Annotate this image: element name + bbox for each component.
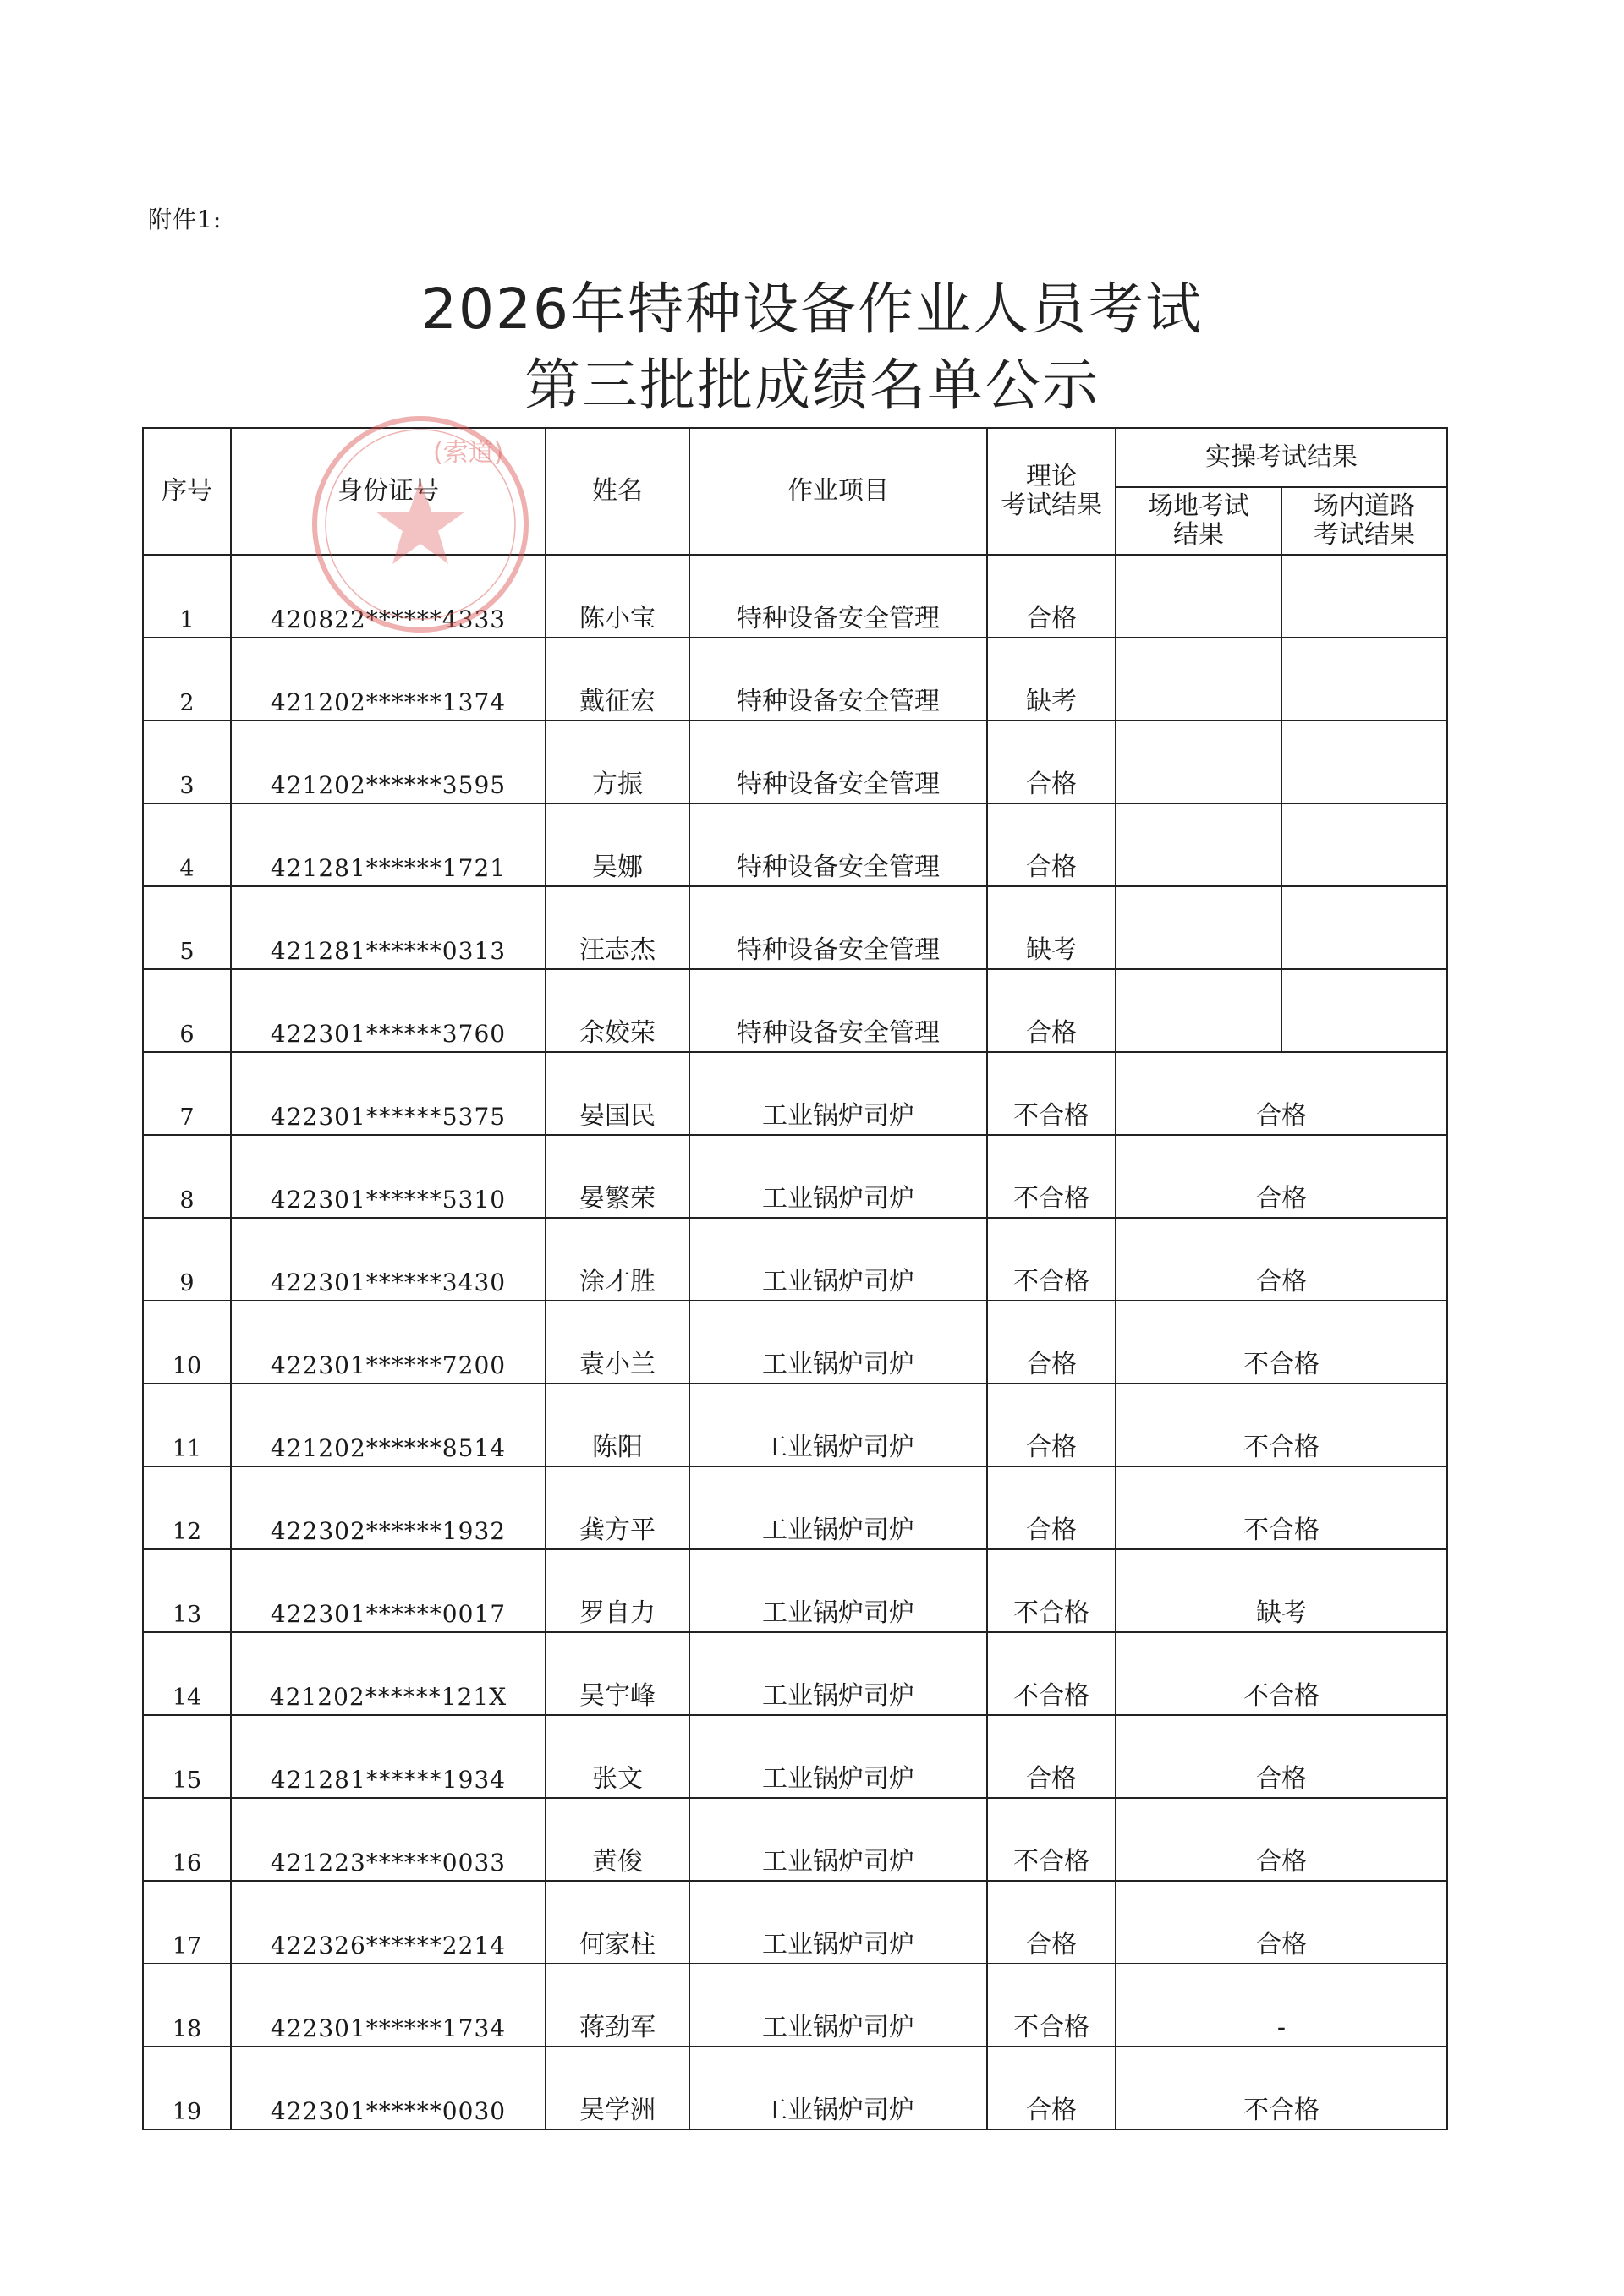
row-theory-result: 合格: [987, 1301, 1116, 1384]
row-name: 方振: [546, 721, 689, 803]
row-seq: 19: [143, 2047, 231, 2129]
row-practical-result: 不合格: [1116, 1301, 1447, 1384]
row-road-result: [1281, 803, 1447, 886]
row-id-number: 422301******5375: [231, 1052, 546, 1135]
row-project: 工业锅炉司炉: [689, 1218, 987, 1301]
row-theory-result: 不合格: [987, 1218, 1116, 1301]
row-project: 工业锅炉司炉: [689, 1466, 987, 1549]
row-project: 工业锅炉司炉: [689, 1301, 987, 1384]
row-name: 陈小宝: [546, 555, 689, 638]
row-id-number: 421281******1934: [231, 1715, 546, 1798]
row-site-result: [1116, 555, 1281, 638]
row-theory-result: 合格: [987, 555, 1116, 638]
table-row: [143, 886, 1447, 969]
attachment-label: 附件1:: [148, 205, 222, 233]
row-practical-result: 不合格: [1116, 1466, 1447, 1549]
row-theory-result: 合格: [987, 1466, 1116, 1549]
table-row: [143, 1135, 1447, 1218]
table-row: [143, 1052, 1447, 1135]
row-practical-result: 合格: [1116, 1881, 1447, 1964]
row-project: 特种设备安全管理: [689, 886, 987, 969]
row-practical-result: 合格: [1116, 1135, 1447, 1218]
table-row: [143, 803, 1447, 886]
row-name: 黄俊: [546, 1798, 689, 1881]
row-project: 工业锅炉司炉: [689, 1881, 987, 1964]
row-name: 罗自力: [546, 1549, 689, 1632]
row-id-number: 421281******0313: [231, 886, 546, 969]
row-id-number: 420822******4333: [231, 555, 546, 638]
row-project: 工业锅炉司炉: [689, 1632, 987, 1715]
row-theory-result: 合格: [987, 1384, 1116, 1466]
table-row: [143, 638, 1447, 721]
row-theory-result: 不合格: [987, 1549, 1116, 1632]
row-name: 汪志杰: [546, 886, 689, 969]
row-theory-result: 不合格: [987, 1052, 1116, 1135]
row-name: 袁小兰: [546, 1301, 689, 1384]
row-project: 工业锅炉司炉: [689, 1384, 987, 1466]
table-row: [143, 1632, 1447, 1715]
row-theory-result: 缺考: [987, 886, 1116, 969]
row-name: 蒋劲军: [546, 1964, 689, 2047]
row-seq: 14: [143, 1632, 231, 1715]
table-row: [143, 1466, 1447, 1549]
row-id-number: 421202******8514: [231, 1384, 546, 1466]
row-name: 吴娜: [546, 803, 689, 886]
table-row: [143, 1218, 1447, 1301]
row-seq: 11: [143, 1384, 231, 1466]
row-id-number: 422301******7200: [231, 1301, 546, 1384]
table-row: [143, 969, 1447, 1052]
row-seq: 5: [143, 886, 231, 969]
row-practical-result: 合格: [1116, 1218, 1447, 1301]
row-project: 工业锅炉司炉: [689, 1549, 987, 1632]
header-theory-result: 理论 考试结果: [987, 428, 1116, 555]
row-theory-result: 不合格: [987, 1135, 1116, 1218]
row-project: 工业锅炉司炉: [689, 1798, 987, 1881]
table-row: [143, 1798, 1447, 1881]
row-id-number: 422301******0017: [231, 1549, 546, 1632]
table-row: [143, 1384, 1447, 1466]
document-title-line2: 第三批批成绩名单公示: [524, 353, 1100, 418]
row-project: 工业锅炉司炉: [689, 1964, 987, 2047]
row-id-number: 422301******0030: [231, 2047, 546, 2129]
row-seq: 6: [143, 969, 231, 1052]
row-id-number: 421202******3595: [231, 721, 546, 803]
row-name: 吴宇峰: [546, 1632, 689, 1715]
row-site-result: [1116, 803, 1281, 886]
row-name: 晏繁荣: [546, 1135, 689, 1218]
row-practical-result: 不合格: [1116, 1384, 1447, 1466]
table-row: [143, 721, 1447, 803]
row-project: 特种设备安全管理: [689, 803, 987, 886]
row-project: 工业锅炉司炉: [689, 1715, 987, 1798]
row-name: 吴学洲: [546, 2047, 689, 2129]
row-project: 特种设备安全管理: [689, 638, 987, 721]
row-site-result: [1116, 969, 1281, 1052]
row-project: 特种设备安全管理: [689, 555, 987, 638]
row-project: 特种设备安全管理: [689, 969, 987, 1052]
row-seq: 10: [143, 1301, 231, 1384]
stamp-text: (索道): [433, 438, 504, 468]
row-theory-result: 缺考: [987, 638, 1116, 721]
row-practical-result: 合格: [1116, 1798, 1447, 1881]
row-project: 工业锅炉司炉: [689, 2047, 987, 2129]
row-theory-result: 合格: [987, 1715, 1116, 1798]
document-title-line1: 2026年特种设备作业人员考试: [421, 277, 1203, 342]
row-seq: 12: [143, 1466, 231, 1549]
row-seq: 7: [143, 1052, 231, 1135]
row-road-result: [1281, 969, 1447, 1052]
row-seq: 3: [143, 721, 231, 803]
row-practical-result: 缺考: [1116, 1549, 1447, 1632]
table-row: [143, 1301, 1447, 1384]
row-site-result: [1116, 721, 1281, 803]
row-name: 戴征宏: [546, 638, 689, 721]
row-seq: 1: [143, 555, 231, 638]
row-road-result: [1281, 721, 1447, 803]
header-name: 姓名: [546, 428, 689, 555]
table-row: [143, 555, 1447, 638]
row-name: 张文: [546, 1715, 689, 1798]
row-id-number: 422326******2214: [231, 1881, 546, 1964]
row-theory-result: 合格: [987, 721, 1116, 803]
row-id-number: 421223******0033: [231, 1798, 546, 1881]
row-seq: 13: [143, 1549, 231, 1632]
row-id-number: 422301******1734: [231, 1964, 546, 2047]
table-row: [143, 1881, 1447, 1964]
row-name: 涂才胜: [546, 1218, 689, 1301]
row-id-number: 422301******5310: [231, 1135, 546, 1218]
header-road-result: 场内道路 考试结果: [1281, 487, 1447, 555]
row-theory-result: 合格: [987, 969, 1116, 1052]
row-seq: 4: [143, 803, 231, 886]
row-name: 何家柱: [546, 1881, 689, 1964]
row-practical-result: 合格: [1116, 1715, 1447, 1798]
row-practical-result: 不合格: [1116, 1632, 1447, 1715]
header-site-result: 场地考试 结果: [1116, 487, 1281, 555]
header-practical-result: 实操考试结果: [1116, 428, 1447, 487]
row-id-number: 421202******1374: [231, 638, 546, 721]
results-table-body: [143, 555, 1447, 2129]
row-seq: 17: [143, 1881, 231, 1964]
row-name: 余姣荣: [546, 969, 689, 1052]
row-project: 工业锅炉司炉: [689, 1135, 987, 1218]
row-seq: 9: [143, 1218, 231, 1301]
table-row: [143, 1549, 1447, 1632]
row-id-number: 422301******3760: [231, 969, 546, 1052]
row-id-number: 422301******3430: [231, 1218, 546, 1301]
row-seq: 2: [143, 638, 231, 721]
row-seq: 15: [143, 1715, 231, 1798]
row-theory-result: 不合格: [987, 1798, 1116, 1881]
row-seq: 16: [143, 1798, 231, 1881]
row-seq: 8: [143, 1135, 231, 1218]
row-theory-result: 合格: [987, 803, 1116, 886]
row-id-number: 422302******1932: [231, 1466, 546, 1549]
row-project: 特种设备安全管理: [689, 721, 987, 803]
row-road-result: [1281, 555, 1447, 638]
row-project: 工业锅炉司炉: [689, 1052, 987, 1135]
row-theory-result: 不合格: [987, 1632, 1116, 1715]
row-name: 晏国民: [546, 1052, 689, 1135]
header-seq: 序号: [143, 428, 231, 555]
row-seq: 18: [143, 1964, 231, 2047]
row-theory-result: 合格: [987, 1881, 1116, 1964]
row-road-result: [1281, 886, 1447, 969]
table-row: [143, 1964, 1447, 2047]
table-row: [143, 1715, 1447, 1798]
row-practical-result: -: [1116, 1964, 1447, 2047]
row-practical-result: 合格: [1116, 1052, 1447, 1135]
row-practical-result: 不合格: [1116, 2047, 1447, 2129]
header-project: 作业项目: [689, 428, 987, 555]
row-name: 龚方平: [546, 1466, 689, 1549]
row-road-result: [1281, 638, 1447, 721]
row-name: 陈阳: [546, 1384, 689, 1466]
row-id-number: 421281******1721: [231, 803, 546, 886]
table-row: [143, 2047, 1447, 2129]
row-theory-result: 不合格: [987, 1964, 1116, 2047]
row-site-result: [1116, 638, 1281, 721]
row-id-number: 421202******121X: [231, 1632, 546, 1715]
row-site-result: [1116, 886, 1281, 969]
row-theory-result: 合格: [987, 2047, 1116, 2129]
header-id-number: 身份证号: [231, 428, 546, 555]
results-table: [142, 427, 1448, 2130]
